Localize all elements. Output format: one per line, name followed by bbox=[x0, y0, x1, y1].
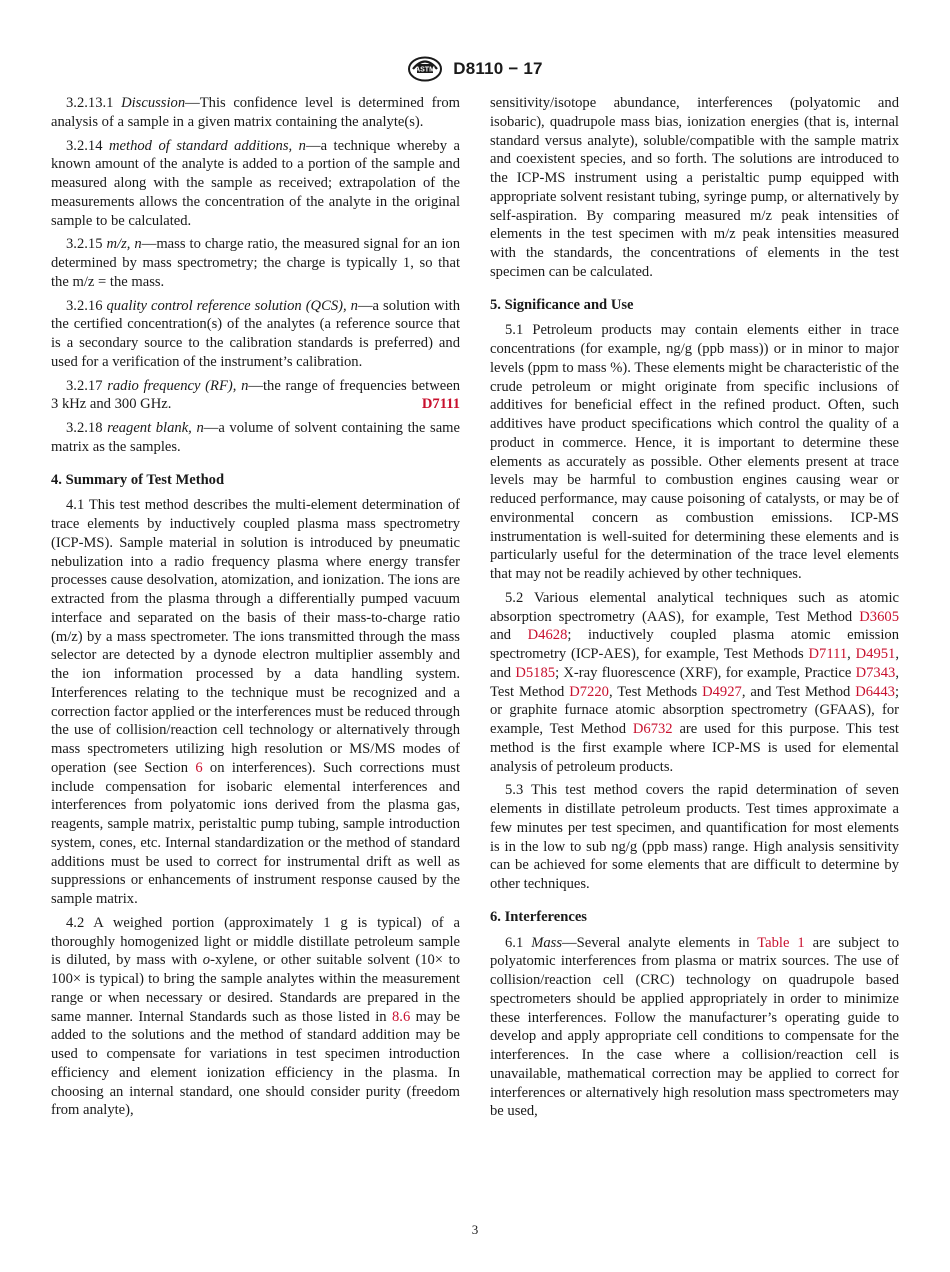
standard-link[interactable]: D7343 bbox=[855, 664, 896, 681]
paragraph-3-2-18: 3.2.18 reagent blank, n—a volume of solvent containing the same matrix as the samples. bbox=[51, 420, 461, 455]
page-number: 3 bbox=[471, 1222, 479, 1237]
left-column bbox=[51, 94, 460, 1125]
paragraph-5-1: 5.1 Petroleum products may contain elements either in trace concentrations (for example, ng/g (ppb mass)) or in minor to major levels (ppm to mass %). These elements might be characteristic of the crude petroleum or might originate from specific inclusions of additives for beneficial effect in the refined product. Often, such additives have product specifications which control the quality of a product in commerce. Hence, it is important to determine these elements as accurately as possible. Other elements present at trace levels may be harmful to combustion engines causing wear or reduced performance, may cause poisoning of catalysts, or may be of environmental concern as combustion emissions. ICP-MS instrumentation is well-suited for determining these elements and is particularly useful for the determination of the trace level elements that may not be readily achieved by other techniques. bbox=[490, 322, 899, 582]
reference-link[interactable]: D7111 bbox=[421, 396, 460, 413]
page-header bbox=[0, 56, 950, 82]
astm-logo-icon bbox=[407, 56, 443, 82]
standard-link[interactable]: D7111 bbox=[808, 646, 848, 662]
standard-link[interactable]: D3605 bbox=[859, 608, 899, 625]
standard-link[interactable]: D4927 bbox=[702, 683, 742, 700]
section-heading-4: 4. Summary of Test Method bbox=[51, 471, 225, 488]
standard-link[interactable]: D6732 bbox=[632, 721, 673, 737]
standard-link[interactable]: D7220 bbox=[569, 683, 609, 700]
section-link[interactable]: 8.6 bbox=[392, 1008, 411, 1025]
section-heading-5: 5. Significance and Use bbox=[490, 296, 634, 313]
right-column bbox=[490, 94, 899, 1126]
paragraph-3-2-16: 3.2.16 quality control reference solution (QCS), n—a solution with the certified concentration(s) of the analytes (a reference source that is a secondary source to the calibration standards is preferred) and used for a verification of the instrument’s calibration. bbox=[51, 297, 460, 370]
paragraph-3-2-15: 3.2.15 m/z, n—mass to charge ratio, the measured signal for an ion determined by mass spectrometry; the charge is typically 1, so that the m/z = the mass. bbox=[51, 236, 460, 290]
standard-link[interactable]: D5185 bbox=[515, 664, 556, 681]
svg-text:ASTM: ASTM bbox=[415, 66, 436, 74]
paragraph-3-2-13-1: 3.2.13.1 Discussion—This confidence level is determined from analysis of a sample in a given matrix containing the analyte(s). bbox=[51, 95, 460, 130]
paragraph-5-3: 5.3 This test method covers the rapid determination of seven elements in distillate petroleum products. Test times approximate a few minutes per test specimen, and quantification for most elements is in the low to sub ng/g (ppb mass) range. High analysis sensitivity can be achieved for some elements that are difficult to determine by other techniques. bbox=[490, 782, 899, 892]
paragraph-4-2-continued: sensitivity/isotope abundance, interferences (polyatomic and isobaric), quadrupole mass bias, ionization energies (that is, internal standard versus analyte), soluble/compatible with the sample matrix and coexistent species, and so forth. The solutions are introduced to the ICP-MS instrument using a peristaltic pump equipped with appropriate solvent resistant tubing, syringe pump, or alternatively by self-aspiration. By comparing measured m/z peak intensities of elements in the test specimen with m/z peak intensities measured with the standards, the concentrations of elements in the test specimen can be calculated. bbox=[490, 95, 899, 280]
standard-link[interactable]: D4951 bbox=[855, 646, 896, 662]
table-link[interactable]: Table 1 bbox=[757, 934, 805, 951]
paragraph-3-2-14: 3.2.14 method of standard additions, n—a technique whereby a known amount of the analyte is added to a portion of the sample and measured along with the sample as received; extrapolation of the measurements allows the concentration of the analyte in the original sample to be calculated. bbox=[51, 137, 461, 229]
section-link[interactable]: 6 bbox=[195, 759, 203, 776]
standard-link[interactable]: D6443 bbox=[855, 683, 895, 700]
paragraph-4-1: 4.1 This test method describes the multi-element determination of trace elements by inductively coupled plasma mass spectrometry (ICP-MS). Sample material in solution is introduced by pneumatic nebulization into a radio frequency plasma where energy transfer processes cause desolvation, atomization, and ionization. The ions are extracted from the plasma through a differentially pumped vacuum interface and separated on the basis of their mass-to-charge ratio (m/z) by a mass spectrometer. The ions transmitted through the mass selector are detected by a dynode electron multiplier assembly and the ion information processed by a data handling system. Interferences relating to the technique must be recognized and a correction factor applied or the interferences must be reduced through the use of collision/reaction cell technology or alternatively through mass spectrometers utilizing high resolution or MS/MS modes of operation (see Section 6 on interferences). Such corrections must include compensation for isobaric elemental interferences and interferences from polyatomic ions derived from the plasma gas, reagents, sample matrix, peristaltic pump tubing, sample introduction system, cones, etc. Internal standardization or the method of standard additions must be used to correct for instrumental drift as well as suppressions or enhancements of instrument response caused by the sample matrix. bbox=[51, 497, 460, 907]
paragraph-4-2: 4.2 A weighed portion (approximately 1 g is typical) of a thoroughly homogenized light or middle distillate petroleum sample is diluted, by mass with o-xylene, or other suitable solvent (10× to 100× is typical) to bring the sample analytes within the measurement range or when necessary or desired. Standards are prepared in the same manner. Internal Standards such as those listed in 8.6 may be added to the solutions and the method of standard addition may be used to compensate for variations in test specimen introduction efficiency and element ionization efficiency in the plasma. In choosing an internal standard, one should consider purity (freedom from analyte), bbox=[51, 914, 460, 1119]
paragraph-5-2: 5.2 Various elemental analytical techniques such as atomic absorption spectrometry (AAS), for example, Test Method D3605 and D4628; inductively coupled plasma atomic emission spectrometry (ICP-AES), for example, Test Methods D7111, D4951, and D5185; X-ray fluorescence (XRF), for example, Practice D7343, Test Method D7220, Test Methods D4927, and Test Method D6443; or graphite furnace atomic absorption spectrometry (GFAAS), for example, Test Method D6732 are used for this purpose. This test method is the first example where ICP-MS is used for elemental analysis of petroleum products. bbox=[490, 589, 899, 775]
document-designation: D8110 − 17 bbox=[453, 59, 543, 78]
paragraph-3-2-17: 3.2.17 radio frequency (RF), n—the range of frequencies between 3 kHz and 300 GHz. D7111 bbox=[51, 377, 460, 413]
paragraph-6-1: 6.1 Mass—Several analyte elements in Table 1 are subject to polyatomic interferences from plasma or matrix sources. The use of collision/reaction cell (CRC) technology on quadrupole based spectrometers should be applied appropriately in order to minimize these interferences. Follow the manufacturer’s operating guide to develop and apply appropriate cell conditions to compensate for the interferences. In the case where a collision/reaction cell is unavailable, mathematical correction may be applied to correct for interferences or alternatively high resolution mass spectrometers may be used, bbox=[490, 934, 900, 1120]
section-heading-6: 6. Interferences bbox=[490, 908, 587, 925]
standard-link[interactable]: D4628 bbox=[527, 627, 568, 644]
